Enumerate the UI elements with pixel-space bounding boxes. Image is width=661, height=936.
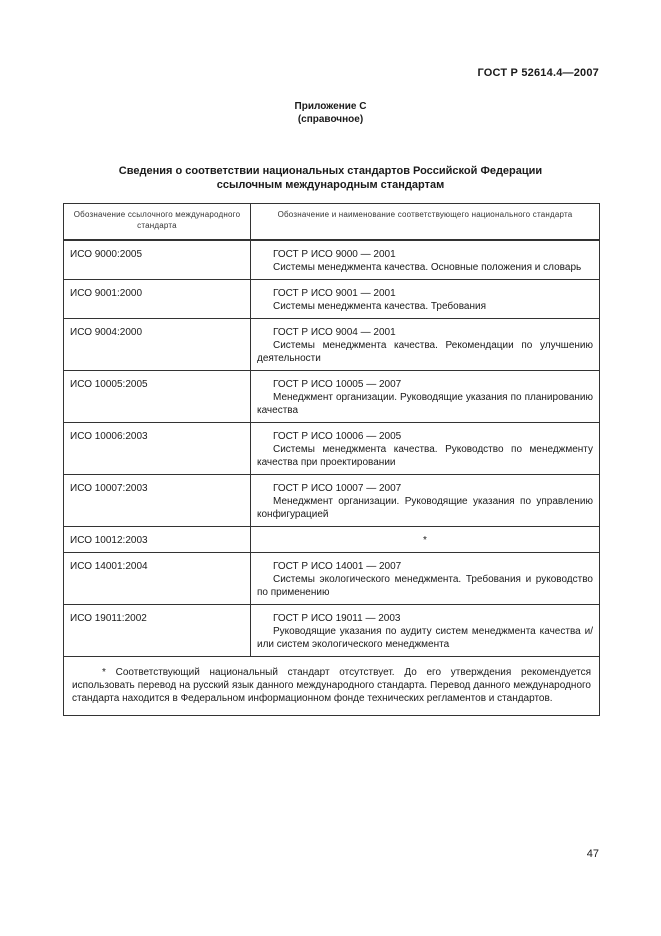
national-standard-cell: [251, 319, 600, 371]
table-row: [64, 423, 600, 475]
table-row: [64, 527, 600, 553]
national-standard-name: Менеджмент организации. Руководящие указания по управлению конфигурацией: [257, 496, 593, 520]
standards-table: [63, 203, 600, 716]
intl-standard-cell: ИСО 14001:2004: [64, 553, 251, 605]
national-standard-name: Системы экологического менеджмента. Требования и руководство по применению: [257, 574, 593, 598]
intl-standard-cell: ИСО 19011:2002: [64, 605, 251, 657]
national-standard-cell: [251, 280, 600, 319]
table-row: [64, 553, 600, 605]
column-header-national: Обозначение и наименование соответствующего национального стандарта: [251, 204, 600, 241]
footnote-row: [64, 657, 600, 716]
intl-standard-cell: ИСО 10012:2003: [64, 527, 251, 553]
national-standard-cell: [251, 371, 600, 423]
intl-standard-cell: ИСО 9001:2000: [64, 280, 251, 319]
page-number: 47: [586, 848, 599, 860]
table-row: [64, 605, 600, 657]
national-standard-number: ГОСТ Р ИСО 10005 — 2007: [273, 379, 402, 390]
intl-standard-cell: ИСО 9000:2005: [64, 240, 251, 280]
national-standard-cell: [251, 553, 600, 605]
national-standard-number: ГОСТ Р ИСО 14001 — 2007: [273, 561, 402, 572]
national-standard-cell: [251, 605, 600, 657]
table-title-line2: ссылочным международным стандартам: [216, 179, 445, 191]
column-header-international: Обозначение ссылочного международного стандарта: [64, 204, 251, 241]
footnote: * Соответствующий национальный стандарт отсутствует. До его утверждения рекомендуется использовать перевод на русский язык данного международного стандарта. Перевод данного международного стандарта находится в Федеральном информационном фонде технических регламентов и стандартов.: [64, 657, 600, 716]
table-row: [64, 319, 600, 371]
national-standard-number: ГОСТ Р ИСО 10006 — 2005: [273, 431, 402, 442]
national-standard-cell: [251, 527, 600, 553]
table-row: [64, 280, 600, 319]
table-title-line1: Сведения о соответствии национальных стандартов Российской Федерации: [118, 165, 543, 177]
document-code: ГОСТ Р 52614.4—2007: [477, 67, 599, 79]
national-standard-cell: [251, 240, 600, 280]
table-header-row: [64, 204, 600, 241]
table-row: [64, 475, 600, 527]
intl-standard-cell: ИСО 10005:2005: [64, 371, 251, 423]
national-standard-number: ГОСТ Р ИСО 9000 — 2001: [273, 249, 396, 260]
appendix-title: Приложение С: [294, 101, 367, 112]
national-standard-name: Системы менеджмента качества. Основные положения и словарь: [273, 262, 582, 273]
no-equivalent-mark: *: [423, 535, 427, 546]
intl-standard-cell: ИСО 10006:2003: [64, 423, 251, 475]
table-row: [64, 371, 600, 423]
table-title: [60, 164, 601, 192]
table-row: [64, 240, 600, 280]
intl-standard-cell: ИСО 9004:2000: [64, 319, 251, 371]
national-standard-number: ГОСТ Р ИСО 10007 — 2007: [273, 483, 402, 494]
national-standard-name: Системы менеджмента качества. Требования: [273, 301, 487, 312]
national-standard-number: ГОСТ Р ИСО 9004 — 2001: [273, 327, 396, 338]
appendix-heading: [0, 100, 661, 126]
national-standard-name: Системы менеджмента качества. Рекомендации по улучшению деятельности: [257, 340, 593, 364]
national-standard-cell: [251, 423, 600, 475]
national-standard-cell: [251, 475, 600, 527]
intl-standard-cell: ИСО 10007:2003: [64, 475, 251, 527]
national-standard-name: Руководящие указания по аудиту систем менеджмента качества и/или систем экологического менеджмента: [257, 626, 593, 650]
national-standard-number: ГОСТ Р ИСО 9001 — 2001: [273, 288, 396, 299]
national-standard-number: ГОСТ Р ИСО 19011 — 2003: [273, 613, 401, 624]
national-standard-name: Менеджмент организации. Руководящие указания по планированию качества: [257, 392, 593, 416]
national-standard-name: Системы менеджмента качества. Руководство по менеджменту качества при проектировании: [257, 444, 593, 468]
appendix-note: (справочное): [297, 114, 364, 125]
